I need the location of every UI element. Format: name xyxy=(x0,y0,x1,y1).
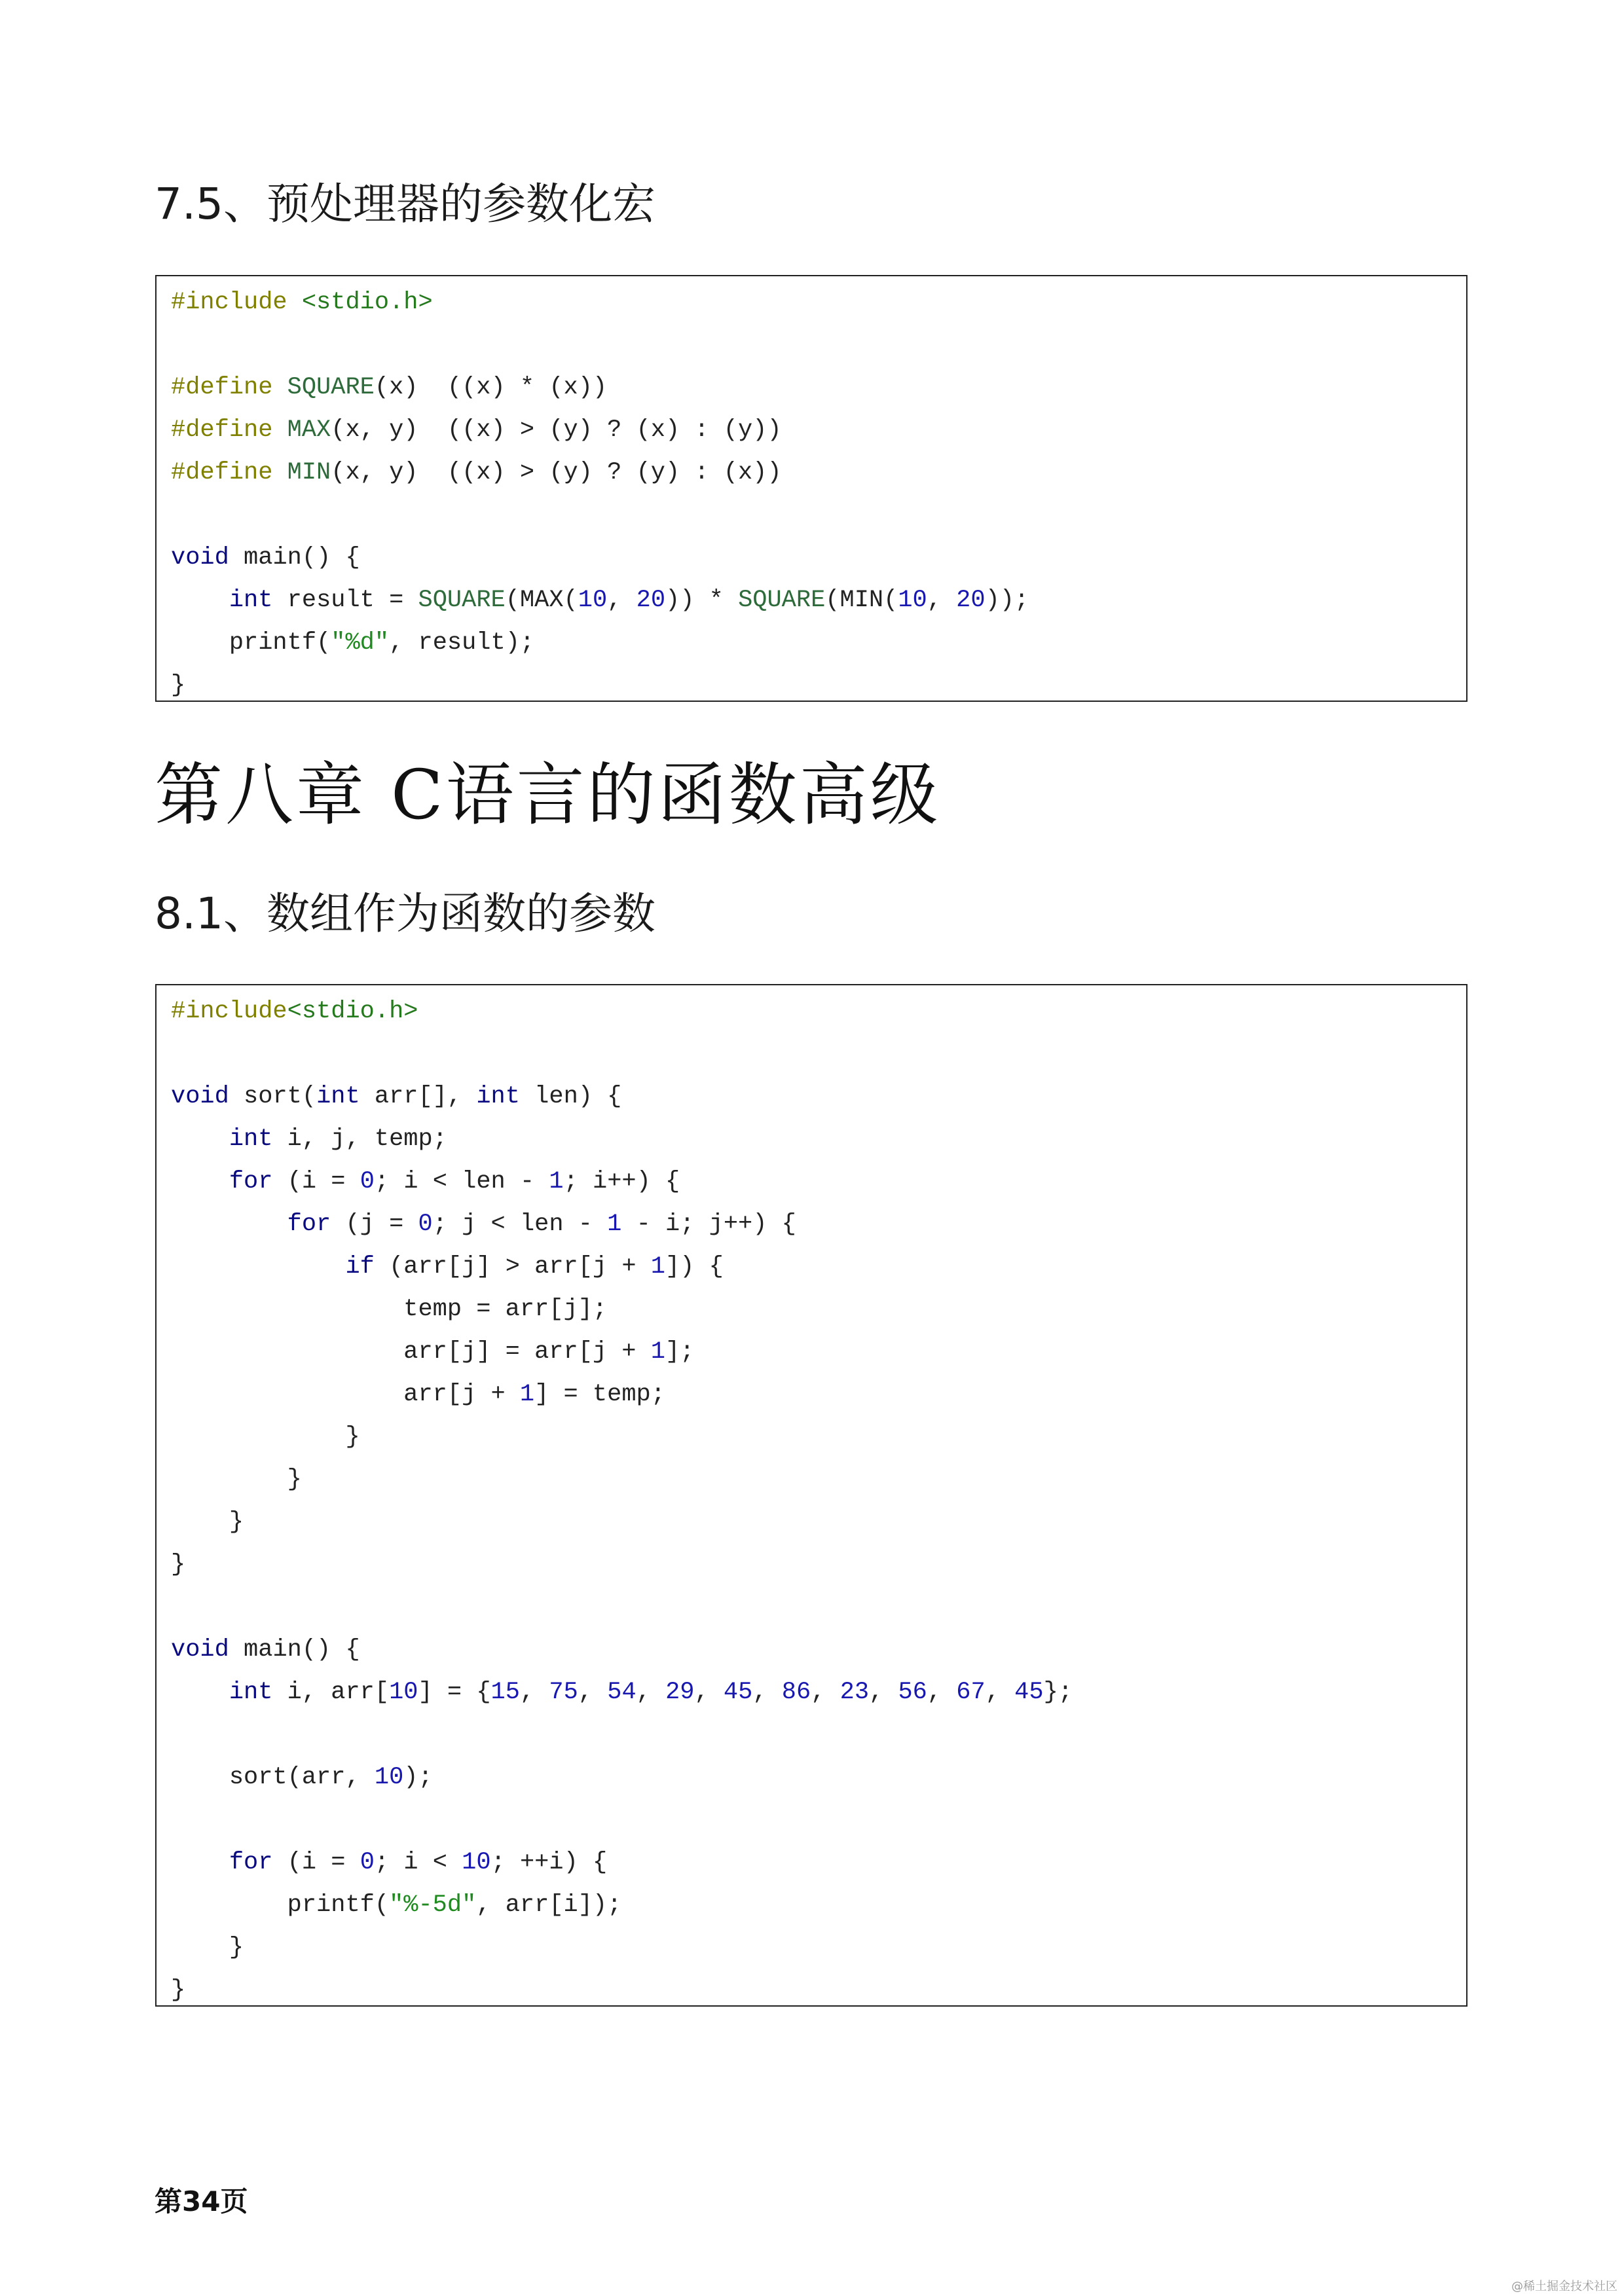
code-token: 1 xyxy=(607,1211,622,1238)
code-token: } xyxy=(171,1423,360,1451)
code-token: int xyxy=(476,1083,520,1110)
code-token xyxy=(171,1125,229,1153)
code-line xyxy=(171,1586,1466,1629)
code-line xyxy=(171,991,1466,1033)
code-token: <stdio.h> xyxy=(301,289,433,316)
code-line xyxy=(171,452,1466,494)
code-token: (arr[j] > arr[j + xyxy=(374,1253,651,1281)
code-token: , xyxy=(694,1679,724,1706)
code-token: MIN xyxy=(287,459,331,486)
code-line xyxy=(171,1884,1466,1927)
code-token: 1 xyxy=(650,1338,665,1366)
code-token: , xyxy=(927,1679,957,1706)
code-token: 23 xyxy=(840,1679,870,1706)
code-token: , xyxy=(752,1679,782,1706)
code-token: 1 xyxy=(519,1381,535,1408)
code-token: 20 xyxy=(636,587,666,614)
code-line xyxy=(171,1671,1466,1714)
code-token: , xyxy=(811,1679,840,1706)
code-token: if xyxy=(345,1253,375,1281)
code-token: } xyxy=(171,1466,302,1493)
code-token: (i = xyxy=(272,1849,360,1876)
code-line xyxy=(171,1842,1466,1884)
code-line xyxy=(171,409,1466,452)
section-heading-7-5: 7.5、预处理器的参数化宏 xyxy=(155,179,655,229)
section-heading-8-1: 8.1、数组作为函数的参数 xyxy=(155,888,655,939)
code-token: (MIN( xyxy=(825,587,898,614)
code-line xyxy=(171,1033,1466,1076)
code-token: 45 xyxy=(1014,1679,1044,1706)
code-token: 10 xyxy=(389,1679,418,1706)
code-token: #define xyxy=(171,374,287,401)
code-token: int xyxy=(229,587,273,614)
chapter-title: 第八章 C语言的函数高级 xyxy=(155,755,941,835)
code-token: } xyxy=(171,1508,244,1536)
code-line xyxy=(171,324,1466,367)
code-line xyxy=(171,1799,1466,1842)
code-token: for xyxy=(287,1211,331,1238)
code-token: 20 xyxy=(956,587,986,614)
code-token: 10 xyxy=(898,587,927,614)
code-token: )); xyxy=(985,587,1029,614)
code-line xyxy=(171,1757,1466,1799)
code-token: ; i < len - xyxy=(374,1168,549,1195)
code-token: main() { xyxy=(229,544,360,572)
code-line xyxy=(171,537,1466,579)
code-token: (x) ((x) * (x)) xyxy=(374,374,608,401)
code-token: void xyxy=(171,1083,229,1110)
code-token: (i = xyxy=(272,1168,360,1195)
code-token: 56 xyxy=(898,1679,927,1706)
code-token: MAX xyxy=(287,416,331,444)
code-token: 0 xyxy=(360,1849,375,1876)
code-line xyxy=(171,1544,1466,1586)
code-token: 10 xyxy=(578,587,608,614)
code-line xyxy=(171,665,1466,707)
code-token: ); xyxy=(403,1764,433,1791)
code-token: ]; xyxy=(665,1338,695,1366)
code-token: , xyxy=(519,1679,549,1706)
code-token: printf( xyxy=(171,629,331,657)
code-token: (x, y) ((x) > (y) ? (x) : (y)) xyxy=(331,416,782,444)
code-token: len) { xyxy=(519,1083,622,1110)
code-token: arr[], xyxy=(360,1083,477,1110)
code-token xyxy=(171,1849,229,1876)
code-token: i, j, temp; xyxy=(272,1125,447,1153)
code-line xyxy=(171,1331,1466,1374)
code-token: sort( xyxy=(229,1083,317,1110)
code-token: 75 xyxy=(549,1679,578,1706)
code-token: , result); xyxy=(389,629,535,657)
code-token: for xyxy=(229,1849,273,1876)
code-token: printf( xyxy=(171,1891,390,1919)
code-token: void xyxy=(171,544,229,572)
code-line xyxy=(171,282,1466,324)
code-token: (MAX( xyxy=(505,587,578,614)
code-token: "%d" xyxy=(331,629,390,657)
code-token: ; i++) { xyxy=(563,1168,680,1195)
code-token: ; j < len - xyxy=(432,1211,608,1238)
code-token: SQUARE xyxy=(738,587,826,614)
code-token: #define xyxy=(171,416,287,444)
code-token xyxy=(171,587,229,614)
code-block-sort xyxy=(155,984,1467,2007)
code-token: , xyxy=(985,1679,1015,1706)
code-token: ]) { xyxy=(665,1253,724,1281)
code-token: 54 xyxy=(607,1679,637,1706)
watermark: @稀土掘金技术社区 xyxy=(1511,2280,1617,2293)
code-token: ; ++i) { xyxy=(490,1849,608,1876)
code-line xyxy=(171,1118,1466,1161)
code-token: 0 xyxy=(418,1211,433,1238)
code-token: int xyxy=(316,1083,360,1110)
code-token: - i; j++) { xyxy=(621,1211,796,1238)
code-token: int xyxy=(229,1125,273,1153)
code-token: <stdio.h> xyxy=(287,998,418,1025)
code-token: 10 xyxy=(462,1849,491,1876)
code-token: ] = temp; xyxy=(534,1381,665,1408)
code-line xyxy=(171,1629,1466,1671)
code-token: 1 xyxy=(650,1253,665,1281)
code-token: , xyxy=(869,1679,898,1706)
page-number: 第34页 xyxy=(155,2185,248,2217)
code-token: )) * xyxy=(665,587,739,614)
code-token: (j = xyxy=(331,1211,418,1238)
code-token xyxy=(171,1253,345,1281)
code-token: }; xyxy=(1043,1679,1073,1706)
code-line xyxy=(171,622,1466,665)
code-token: sort(arr, xyxy=(171,1764,375,1791)
code-token: } xyxy=(171,1977,186,2004)
code-line xyxy=(171,1203,1466,1246)
code-line xyxy=(171,1374,1466,1416)
code-token: arr[j + xyxy=(171,1381,520,1408)
code-token: 67 xyxy=(956,1679,986,1706)
code-content xyxy=(171,991,1466,2012)
code-token: ; i < xyxy=(374,1849,462,1876)
code-token: (x, y) ((x) > (y) ? (y) : (x)) xyxy=(331,459,782,486)
code-token: , xyxy=(636,1679,666,1706)
code-content xyxy=(171,282,1466,707)
code-token: SQUARE xyxy=(418,587,506,614)
code-line xyxy=(171,1927,1466,1969)
code-line xyxy=(171,1076,1466,1118)
code-token: , arr[i]); xyxy=(476,1891,622,1919)
code-token: #define xyxy=(171,459,287,486)
code-line xyxy=(171,367,1466,409)
code-token: 29 xyxy=(665,1679,695,1706)
code-line xyxy=(171,494,1466,537)
code-token: } xyxy=(171,1551,186,1578)
code-line xyxy=(171,1246,1466,1288)
code-token: , xyxy=(927,587,957,614)
code-token: ] = { xyxy=(418,1679,491,1706)
code-line xyxy=(171,1714,1466,1757)
code-token: SQUARE xyxy=(287,374,375,401)
code-token: result = xyxy=(272,587,418,614)
code-token: main() { xyxy=(229,1636,360,1664)
code-token xyxy=(171,1679,229,1706)
code-token xyxy=(171,1168,229,1195)
code-line xyxy=(171,1288,1466,1331)
code-token: } xyxy=(171,1934,244,1961)
code-token: 86 xyxy=(781,1679,811,1706)
code-line xyxy=(171,1501,1466,1544)
code-line xyxy=(171,1969,1466,2012)
code-line xyxy=(171,1459,1466,1501)
code-token: int xyxy=(229,1679,273,1706)
code-token: , xyxy=(607,587,637,614)
code-block-macros xyxy=(155,275,1467,702)
code-token xyxy=(171,1211,287,1238)
code-token: i, arr[ xyxy=(272,1679,390,1706)
code-line xyxy=(171,1161,1466,1203)
code-token: 1 xyxy=(549,1168,564,1195)
code-token: 10 xyxy=(374,1764,404,1791)
code-token: } xyxy=(171,672,186,699)
code-token: for xyxy=(229,1168,273,1195)
code-token: 0 xyxy=(360,1168,375,1195)
code-token: void xyxy=(171,1636,229,1664)
code-token: 45 xyxy=(723,1679,753,1706)
code-line xyxy=(171,579,1466,622)
code-token: #include xyxy=(171,998,287,1025)
code-token: #include xyxy=(171,289,302,316)
code-token: "%-5d" xyxy=(389,1891,477,1919)
code-line xyxy=(171,1416,1466,1459)
code-token: arr[j] = arr[j + xyxy=(171,1338,651,1366)
code-token: 15 xyxy=(490,1679,520,1706)
code-token: temp = arr[j]; xyxy=(171,1296,608,1323)
code-token: , xyxy=(578,1679,608,1706)
